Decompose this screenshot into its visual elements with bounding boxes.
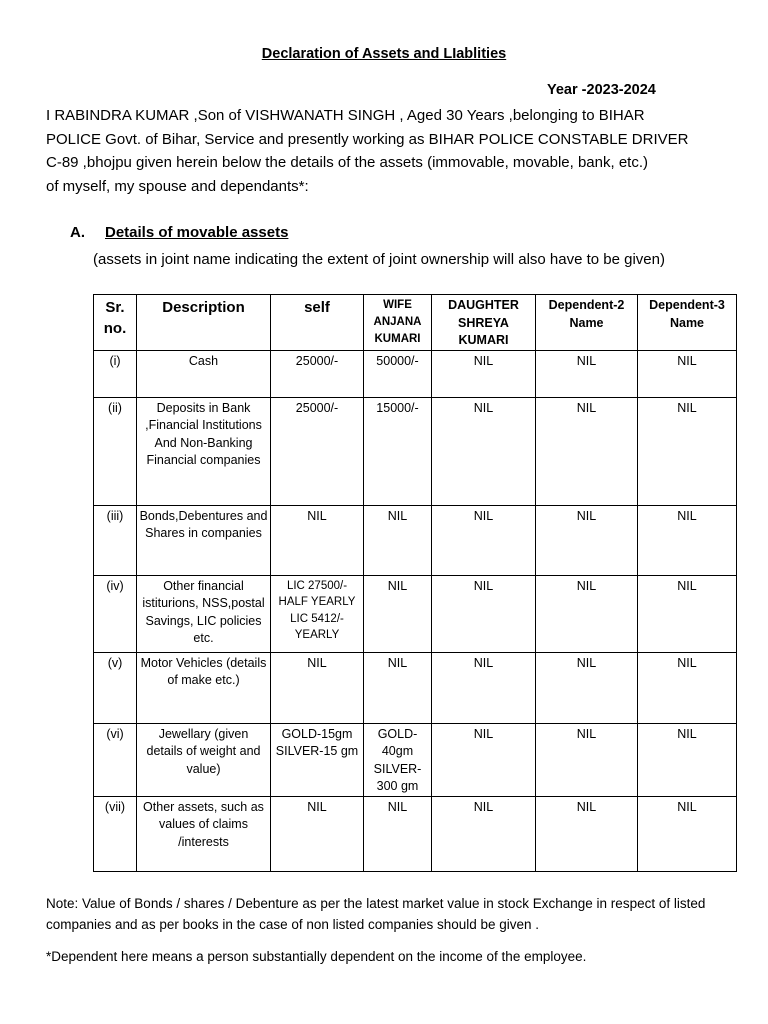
header-wife: WIFE ANJANA KUMARI: [364, 295, 432, 351]
cell-wife: 50000/-: [364, 350, 432, 397]
valuation-note: Note: Value of Bonds / shares / Debenture as per the latest market value in stock Exchange in respect of listed companies and as per books in the case of non listed companies should be given .: [46, 896, 706, 932]
header-sr-no: Sr. no.: [94, 295, 137, 351]
cell-sr: (iii): [94, 505, 137, 575]
cell-self: LIC 27500/- HALF YEARLY LIC 5412/- YEARLY: [271, 575, 364, 652]
cell-self: 25000/-: [271, 350, 364, 397]
cell-description: Deposits in Bank ,Financial Institutions And Non-Banking Financial companies: [137, 397, 271, 505]
movable-assets-table: [93, 294, 737, 872]
document-title: Declaration of Assets and LIablities: [261, 46, 507, 62]
cell-dependent-3: NIL: [638, 350, 737, 397]
cell-dependent-3: NIL: [638, 796, 737, 871]
cell-description: Motor Vehicles (details of make etc.): [137, 652, 271, 723]
cell-dependent-2: NIL: [536, 350, 638, 397]
cell-description: Other assets, such as values of claims /interests: [137, 796, 271, 871]
cell-daughter: NIL: [432, 652, 536, 723]
intro-line: of myself, my spouse and dependants*:: [46, 177, 309, 195]
cell-sr: (vi): [94, 723, 137, 796]
cell-dependent-2: NIL: [536, 796, 638, 871]
cell-daughter: NIL: [432, 723, 536, 796]
cell-description: Jewellary (given details of weight and value): [137, 723, 271, 796]
intro-line: POLICE Govt. of Bihar, Service and presently working as BIHAR POLICE CONSTABLE DRIVER: [46, 130, 689, 148]
declaration-intro: [46, 104, 726, 198]
cell-wife: NIL: [364, 652, 432, 723]
section-a-note: (assets in joint name indicating the extent of joint ownership will also have to be given): [93, 251, 665, 268]
table-row: [94, 505, 737, 575]
cell-self: NIL: [271, 796, 364, 871]
header-dependent-2: Dependent-2 Name: [536, 295, 638, 351]
dependent-definition-note: *Dependent here means a person substantially dependent on the income of the employee.: [46, 949, 587, 964]
cell-description: Cash: [137, 350, 271, 397]
table-row: [94, 350, 737, 397]
cell-daughter: NIL: [432, 397, 536, 505]
cell-sr: (iv): [94, 575, 137, 652]
intro-line: I RABINDRA KUMAR ,Son of VISHWANATH SINGH , Aged 30 Years ,belonging to BIHAR: [46, 107, 645, 124]
header-dependent-3: Dependent-3 Name: [638, 295, 737, 351]
cell-dependent-2: NIL: [536, 652, 638, 723]
cell-dependent-2: NIL: [536, 575, 638, 652]
cell-dependent-2: NIL: [536, 505, 638, 575]
cell-dependent-2: NIL: [536, 397, 638, 505]
header-daughter: DAUGHTER SHREYA KUMARI: [432, 295, 536, 351]
cell-description: Bonds,Debentures and Shares in companies: [137, 505, 271, 575]
cell-dependent-3: NIL: [638, 652, 737, 723]
cell-dependent-3: NIL: [638, 505, 737, 575]
cell-wife: NIL: [364, 796, 432, 871]
intro-line: C-89 ,bhojpu given herein below the details of the assets (immovable, movable, bank, etc.): [46, 154, 648, 171]
cell-sr: (ii): [94, 397, 137, 505]
cell-self: GOLD-15gm SILVER-15 gm: [271, 723, 364, 796]
cell-daughter: NIL: [432, 796, 536, 871]
declaration-year: Year -2023-2024: [547, 82, 656, 98]
cell-self: NIL: [271, 652, 364, 723]
table-row: [94, 723, 737, 796]
cell-sr: (i): [94, 350, 137, 397]
table-row: [94, 397, 737, 505]
header-description: Description: [137, 295, 271, 351]
cell-daughter: NIL: [432, 350, 536, 397]
table-row: [94, 796, 737, 871]
cell-sr: (v): [94, 652, 137, 723]
footnotes: [46, 893, 726, 967]
cell-dependent-3: NIL: [638, 723, 737, 796]
cell-sr: (vii): [94, 796, 137, 871]
cell-daughter: NIL: [432, 505, 536, 575]
cell-self: NIL: [271, 505, 364, 575]
cell-self: 25000/-: [271, 397, 364, 505]
cell-daughter: NIL: [432, 575, 536, 652]
section-label: Details of movable assets: [105, 224, 289, 241]
cell-dependent-3: NIL: [638, 575, 737, 652]
cell-wife: NIL: [364, 575, 432, 652]
table-row: [94, 652, 737, 723]
cell-dependent-2: NIL: [536, 723, 638, 796]
cell-dependent-3: NIL: [638, 397, 737, 505]
section-number: A.: [70, 224, 85, 241]
table-row: [94, 575, 737, 652]
cell-wife: GOLD-40gm SILVER-300 gm: [364, 723, 432, 796]
cell-wife: NIL: [364, 505, 432, 575]
section-a-heading: [70, 224, 288, 241]
header-self: self: [271, 295, 364, 351]
cell-description: Other financial istiturions, NSS,postal Savings, LIC policies etc.: [137, 575, 271, 652]
table-header-row: [94, 295, 737, 351]
cell-wife: 15000/-: [364, 397, 432, 505]
